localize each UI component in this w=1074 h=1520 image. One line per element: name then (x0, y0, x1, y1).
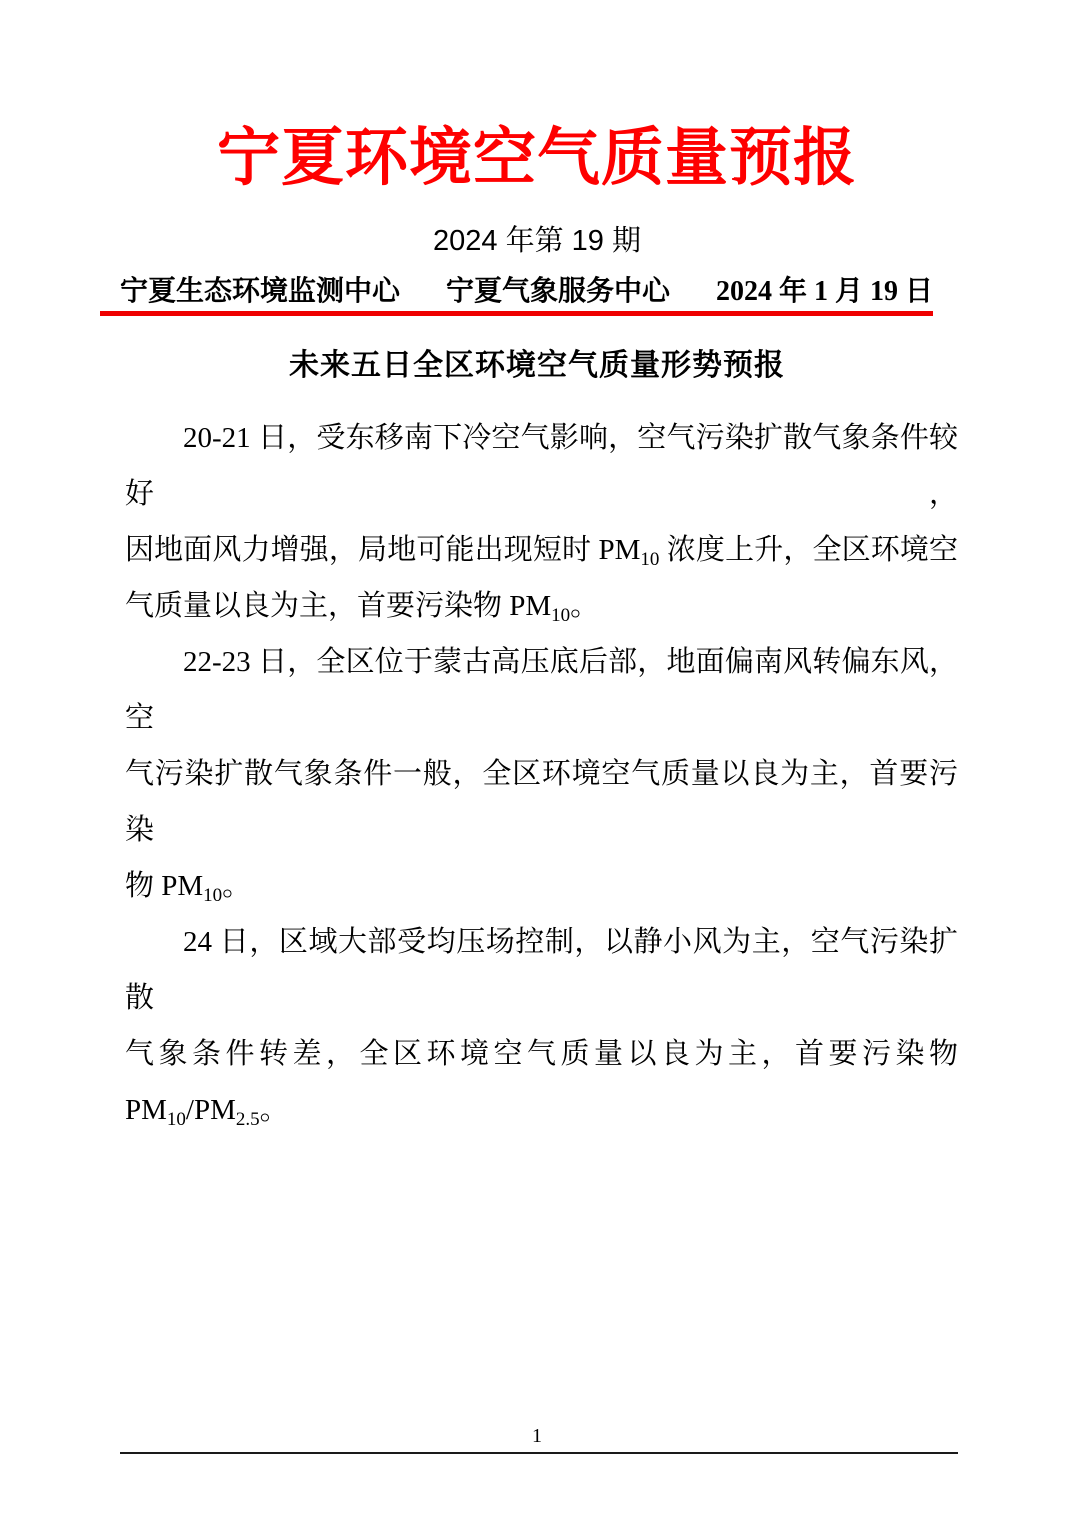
paragraph-line: 20-21 日，受东移南下冷空气影响，空气污染扩散气象条件较好， (125, 422, 958, 510)
paragraph-line: 22-23 日，全区位于蒙古高压底后部，地面偏南风转偏东风，空 (125, 646, 958, 734)
org-monitoring-center: 宁夏生态环境监测中心 (120, 276, 401, 307)
issue-date: 2024 年 1 月 19 日 (715, 276, 933, 307)
org-weather-center: 宁夏气象服务中心 (445, 276, 670, 307)
body-paragraph (125, 410, 958, 634)
body-paragraph (125, 914, 958, 1138)
subscript: 2.5 (235, 1109, 260, 1130)
paragraph-line: $PM_{10}/PM_{2.5}$。 (125, 1094, 289, 1130)
paragraph-line: 气污染扩散气象条件一般，全区环境空气质量以良为主，首要污染 (125, 758, 958, 846)
subscript: 10 (166, 1109, 186, 1130)
footer-page-number: 1 (532, 1425, 542, 1447)
issue-number: 2024 年第 19 期 (433, 225, 641, 257)
document-title: 宁夏环境空气质量预报 (217, 123, 857, 193)
subscript: 10 (203, 885, 223, 906)
subscript: 10 (551, 605, 571, 626)
paragraph-line: 气质量以良为主，首要污染物 $PM_{10}$。 (125, 590, 600, 626)
paragraph-line: 气象条件转差，全区环境空气质量以良为主，首要污染物 (125, 1038, 958, 1070)
document-body (125, 410, 958, 1138)
paragraph-line: 24 日，区域大部受均压场控制，以静小风为主，空气污染扩散 (125, 926, 958, 1014)
body-paragraph (125, 634, 958, 914)
org-row (100, 272, 933, 312)
red-divider-rule (100, 311, 933, 316)
footer-rule (120, 1452, 958, 1454)
paragraph-line: 物 $PM_{10}$。 (125, 870, 252, 906)
section-heading: 未来五日全区环境空气质量形势预报 (289, 349, 785, 382)
subscript: 10 (640, 549, 660, 570)
paragraph-line: 因地面风力增强，局地可能出现短时 $PM_{10}$ 浓度上升，全区环境空 (125, 534, 958, 570)
